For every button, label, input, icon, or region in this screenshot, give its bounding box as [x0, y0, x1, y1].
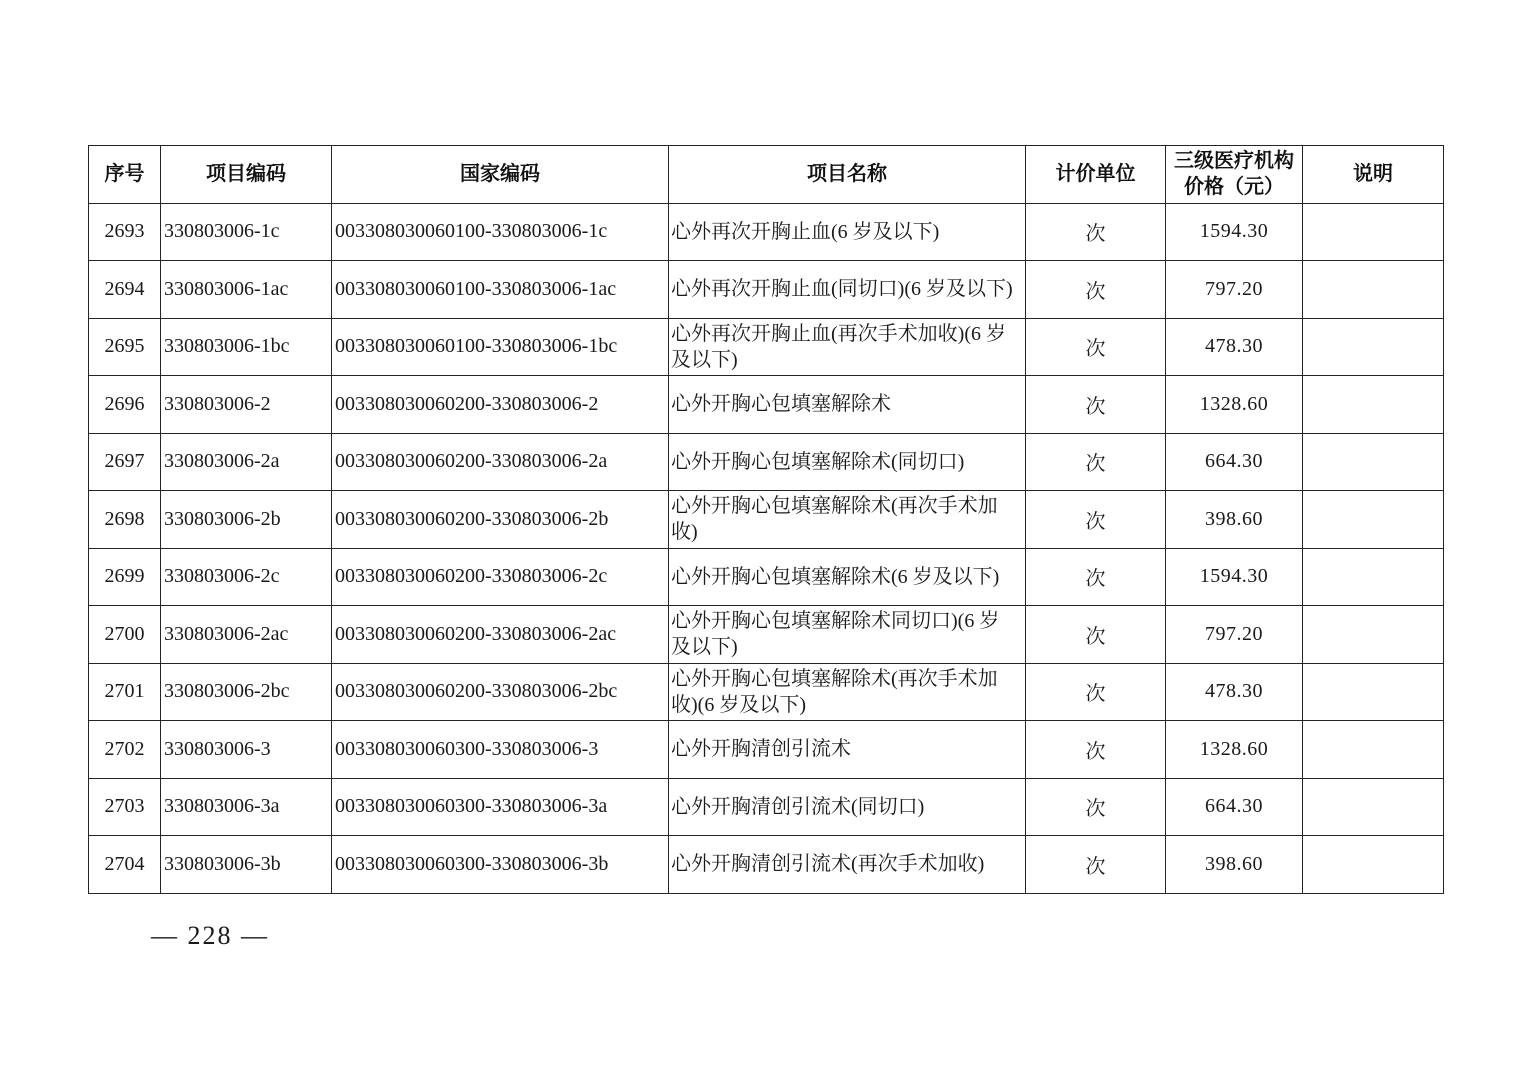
cell-national-code: 003308030060100-330803006-1bc	[332, 318, 669, 376]
table-row	[89, 261, 1444, 319]
cell-unit: 次	[1026, 491, 1166, 549]
cell-note	[1303, 261, 1444, 319]
table-row	[89, 721, 1444, 779]
cell-unit: 次	[1026, 778, 1166, 836]
cell-national-code: 003308030060200-330803006-2a	[332, 433, 669, 491]
cell-item-name: 心外再次开胸止血(6 岁及以下)	[669, 203, 1026, 261]
cell-item-code: 330803006-1c	[161, 203, 332, 261]
cell-seq: 2698	[89, 491, 161, 549]
cell-seq: 2700	[89, 606, 161, 664]
cell-item-code: 330803006-3	[161, 721, 332, 779]
cell-national-code: 003308030060200-330803006-2c	[332, 548, 669, 606]
cell-price: 398.60	[1166, 491, 1303, 549]
cell-unit: 次	[1026, 261, 1166, 319]
cell-unit: 次	[1026, 606, 1166, 664]
table-row	[89, 836, 1444, 894]
col-header-note: 说明	[1303, 146, 1444, 204]
col-header-item-name: 项目名称	[669, 146, 1026, 204]
cell-note	[1303, 376, 1444, 434]
cell-seq: 2697	[89, 433, 161, 491]
cell-seq: 2702	[89, 721, 161, 779]
cell-item-name: 心外开胸清创引流术(再次手术加收)	[669, 836, 1026, 894]
cell-note	[1303, 548, 1444, 606]
cell-item-code: 330803006-2	[161, 376, 332, 434]
price-table-body	[89, 203, 1444, 893]
cell-note	[1303, 433, 1444, 491]
cell-unit: 次	[1026, 548, 1166, 606]
cell-price: 1594.30	[1166, 203, 1303, 261]
table-row	[89, 491, 1444, 549]
cell-item-code: 330803006-2ac	[161, 606, 332, 664]
cell-price: 1328.60	[1166, 376, 1303, 434]
cell-item-name: 心外再次开胸止血(同切口)(6 岁及以下)	[669, 261, 1026, 319]
col-header-price: 三级医疗机构价格（元）	[1166, 146, 1303, 204]
cell-item-code: 330803006-2a	[161, 433, 332, 491]
cell-national-code: 003308030060300-330803006-3	[332, 721, 669, 779]
cell-unit: 次	[1026, 663, 1166, 721]
table-row	[89, 548, 1444, 606]
cell-seq: 2695	[89, 318, 161, 376]
cell-note	[1303, 663, 1444, 721]
cell-seq: 2694	[89, 261, 161, 319]
cell-item-code: 330803006-3a	[161, 778, 332, 836]
cell-unit: 次	[1026, 433, 1166, 491]
cell-note	[1303, 606, 1444, 664]
cell-item-name: 心外开胸心包填塞解除术同切口)(6 岁及以下)	[669, 606, 1026, 664]
cell-item-name: 心外开胸清创引流术	[669, 721, 1026, 779]
cell-price: 797.20	[1166, 261, 1303, 319]
cell-national-code: 003308030060200-330803006-2	[332, 376, 669, 434]
cell-unit: 次	[1026, 721, 1166, 779]
cell-unit: 次	[1026, 318, 1166, 376]
table-row	[89, 778, 1444, 836]
cell-national-code: 003308030060200-330803006-2ac	[332, 606, 669, 664]
cell-item-code: 330803006-2bc	[161, 663, 332, 721]
cell-price: 797.20	[1166, 606, 1303, 664]
cell-seq: 2701	[89, 663, 161, 721]
cell-national-code: 003308030060100-330803006-1ac	[332, 261, 669, 319]
col-header-unit: 计价单位	[1026, 146, 1166, 204]
cell-item-name: 心外再次开胸止血(再次手术加收)(6 岁及以下)	[669, 318, 1026, 376]
cell-seq: 2699	[89, 548, 161, 606]
medical-price-table	[88, 145, 1444, 894]
cell-price: 1328.60	[1166, 721, 1303, 779]
cell-note	[1303, 318, 1444, 376]
cell-note	[1303, 836, 1444, 894]
cell-unit: 次	[1026, 203, 1166, 261]
cell-item-code: 330803006-2b	[161, 491, 332, 549]
cell-item-name: 心外开胸清创引流术(同切口)	[669, 778, 1026, 836]
cell-price: 478.30	[1166, 663, 1303, 721]
cell-item-name: 心外开胸心包填塞解除术(同切口)	[669, 433, 1026, 491]
cell-note	[1303, 491, 1444, 549]
table-row	[89, 376, 1444, 434]
cell-item-code: 330803006-1ac	[161, 261, 332, 319]
cell-seq: 2704	[89, 836, 161, 894]
table-row	[89, 203, 1444, 261]
cell-national-code: 003308030060200-330803006-2b	[332, 491, 669, 549]
cell-unit: 次	[1026, 376, 1166, 434]
cell-note	[1303, 203, 1444, 261]
cell-price: 478.30	[1166, 318, 1303, 376]
cell-item-name: 心外开胸心包填塞解除术	[669, 376, 1026, 434]
cell-item-code: 330803006-2c	[161, 548, 332, 606]
cell-price: 664.30	[1166, 778, 1303, 836]
cell-seq: 2703	[89, 778, 161, 836]
col-header-item-code: 项目编码	[161, 146, 332, 204]
cell-national-code: 003308030060100-330803006-1c	[332, 203, 669, 261]
cell-item-code: 330803006-3b	[161, 836, 332, 894]
cell-price: 1594.30	[1166, 548, 1303, 606]
cell-item-name: 心外开胸心包填塞解除术(6 岁及以下)	[669, 548, 1026, 606]
cell-price: 664.30	[1166, 433, 1303, 491]
page-number: — 228 —	[151, 921, 269, 950]
cell-unit: 次	[1026, 836, 1166, 894]
cell-price: 398.60	[1166, 836, 1303, 894]
table-row	[89, 606, 1444, 664]
cell-seq: 2696	[89, 376, 161, 434]
cell-item-name: 心外开胸心包填塞解除术(再次手术加收)(6 岁及以下)	[669, 663, 1026, 721]
table-row	[89, 318, 1444, 376]
cell-national-code: 003308030060300-330803006-3b	[332, 836, 669, 894]
cell-item-name: 心外开胸心包填塞解除术(再次手术加收)	[669, 491, 1026, 549]
col-header-seq: 序号	[89, 146, 161, 204]
cell-item-code: 330803006-1bc	[161, 318, 332, 376]
cell-note	[1303, 721, 1444, 779]
col-header-national-code: 国家编码	[332, 146, 669, 204]
table-row	[89, 663, 1444, 721]
cell-note	[1303, 778, 1444, 836]
cell-seq: 2693	[89, 203, 161, 261]
table-row	[89, 433, 1444, 491]
table-header-row	[89, 146, 1444, 204]
cell-national-code: 003308030060200-330803006-2bc	[332, 663, 669, 721]
cell-national-code: 003308030060300-330803006-3a	[332, 778, 669, 836]
